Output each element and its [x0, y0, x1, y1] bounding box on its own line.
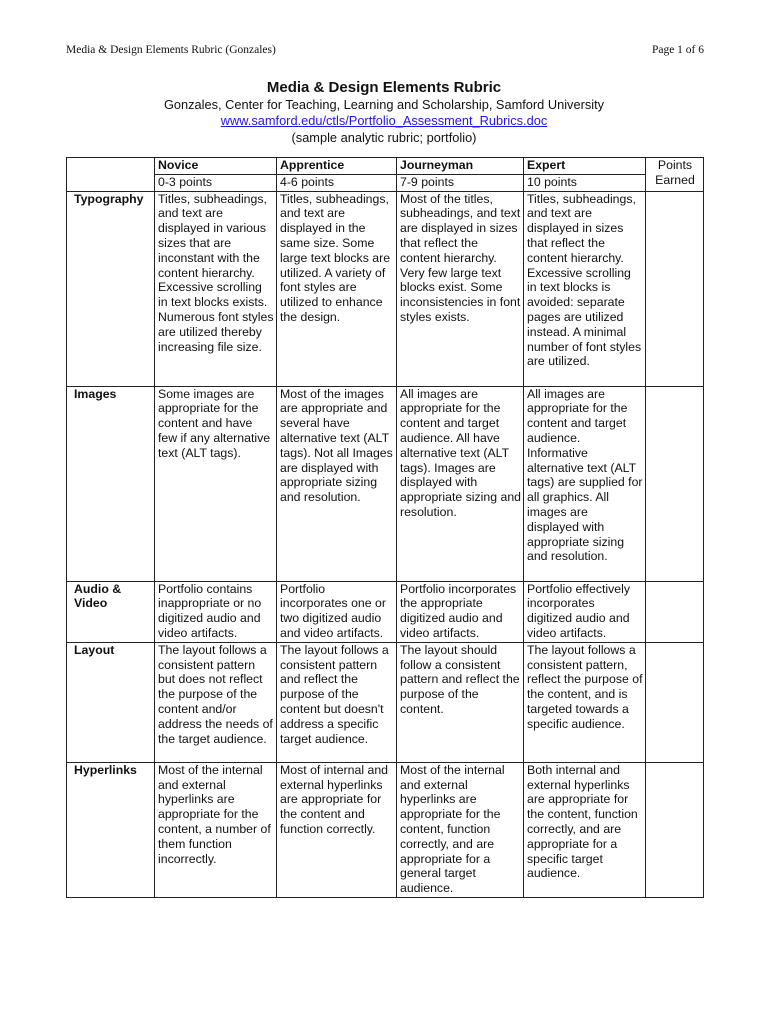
document-note: (sample analytic rubric; portfolio): [291, 130, 477, 145]
expert-descriptor: Both internal and external hyperlinks are appropriate for the content, function correctly, and are appropriate for a specific target audience.: [524, 762, 646, 897]
level-name-expert: Expert: [524, 158, 646, 175]
rubric-row-audio-video: [67, 581, 704, 642]
document-subtitle: Gonzales, Center for Teaching, Learning and Scholarship, Samford University: [163, 97, 605, 112]
level-header-row: [67, 158, 704, 175]
rubric-table: [66, 157, 704, 898]
level-name-journeyman: Journeyman: [397, 158, 524, 175]
criterion-label: Images: [67, 386, 155, 581]
criterion-header-cell: [67, 158, 155, 192]
title-block: [0, 79, 768, 145]
apprentice-descriptor: Portfolio incorporates one or two digitized audio and video artifacts.: [277, 581, 397, 642]
journeyman-descriptor: Portfolio incorporates the appropriate digitized audio and video artifacts.: [397, 581, 524, 642]
novice-descriptor: The layout follows a consistent pattern but does not reflect the purpose of the content and/or address the needs of the target audience.: [155, 642, 277, 762]
points-earned-cell[interactable]: [646, 191, 704, 386]
level-name-apprentice: Apprentice: [277, 158, 397, 175]
points-range-row: [67, 174, 704, 191]
journeyman-descriptor: Most of the titles, subheadings, and text are displayed in sizes that reflect the content hierarchy. Very few large text blocks exist. Some inconsistencies in font styles exists.: [397, 191, 524, 386]
points-range-novice: 0-3 points: [155, 174, 277, 191]
rubric-row-layout: [67, 642, 704, 762]
points-range-expert: 10 points: [524, 174, 646, 191]
points-earned-cell[interactable]: [646, 386, 704, 581]
source-link[interactable]: www.samford.edu/ctls/Portfolio_Assessment_Rubrics.doc: [220, 113, 548, 128]
points-earned-header: Points Earned: [646, 158, 704, 192]
expert-descriptor: The layout follows a consistent pattern, reflect the purpose of the content, and is targeted towards a specific audience.: [524, 642, 646, 762]
novice-descriptor: Most of the internal and external hyperlinks are appropriate for the content, a number of them function incorrectly.: [155, 762, 277, 897]
points-earned-cell[interactable]: [646, 642, 704, 762]
rubric-row-images: [67, 386, 704, 581]
journeyman-descriptor: All images are appropriate for the content and target audience. All have alternative text (ALT tags). Images are displayed with appropriate sizing and resolution.: [397, 386, 524, 581]
points-earned-cell[interactable]: [646, 581, 704, 642]
criterion-label: Hyperlinks: [67, 762, 155, 897]
novice-descriptor: Portfolio contains inappropriate or no digitized audio and video artifacts.: [155, 581, 277, 642]
apprentice-descriptor: The layout follows a consistent pattern and reflect the purpose of the content but doesn't address a specific target audience.: [277, 642, 397, 762]
expert-descriptor: All images are appropriate for the content and target audience. Informative alternative text (ALT tags) are supplied for all graphics. All images are displayed with appropriate sizing and resolution.: [524, 386, 646, 581]
apprentice-descriptor: Titles, subheadings, and text are displayed in the same size. Some large text blocks are utilized. A variety of font styles are utilized to enhance the design.: [277, 191, 397, 386]
novice-descriptor: Titles, subheadings, and text are displayed in various sizes that are inconstant with the content hierarchy. Excessive scrolling in text blocks exists. Numerous font styles are utilized thereby increasing file size.: [155, 191, 277, 386]
journeyman-descriptor: Most of the internal and external hyperlinks are appropriate for the content, function correctly, and are appropriate for a general target audience.: [397, 762, 524, 897]
running-header-title: Media & Design Elements Rubric (Gonzales): [66, 44, 276, 56]
page-number: Page 1 of 6: [651, 44, 704, 56]
expert-descriptor: Portfolio effectively incorporates digitized audio and video artifacts.: [524, 581, 646, 642]
expert-descriptor: Titles, subheadings, and text are displayed in sizes that reflect the content hierarchy. Excessive scrolling in text blocks is avoided: separate pages are utilized instead. A minimal number of font styles are utilized.: [524, 191, 646, 386]
running-header: [66, 44, 704, 56]
journeyman-descriptor: The layout should follow a consistent pattern and reflect the purpose of the content.: [397, 642, 524, 762]
points-earned-cell[interactable]: [646, 762, 704, 897]
points-range-apprentice: 4-6 points: [277, 174, 397, 191]
rubric-row-hyperlinks: [67, 762, 704, 897]
criterion-label: Layout: [67, 642, 155, 762]
novice-descriptor: Some images are appropriate for the content and have few if any alternative text (ALT tags).: [155, 386, 277, 581]
rubric-row-typography: [67, 191, 704, 386]
points-range-journeyman: 7-9 points: [397, 174, 524, 191]
level-name-novice: Novice: [155, 158, 277, 175]
apprentice-descriptor: Most of internal and external hyperlinks are appropriate for the content and function correctly.: [277, 762, 397, 897]
criterion-label: Audio & Video: [67, 581, 155, 642]
criterion-label: Typography: [67, 191, 155, 386]
apprentice-descriptor: Most of the images are appropriate and several have alternative text (ALT tags). Not all Images are displayed with appropriate sizing and resolution.: [277, 386, 397, 581]
document-title: Media & Design Elements Rubric: [266, 79, 502, 96]
